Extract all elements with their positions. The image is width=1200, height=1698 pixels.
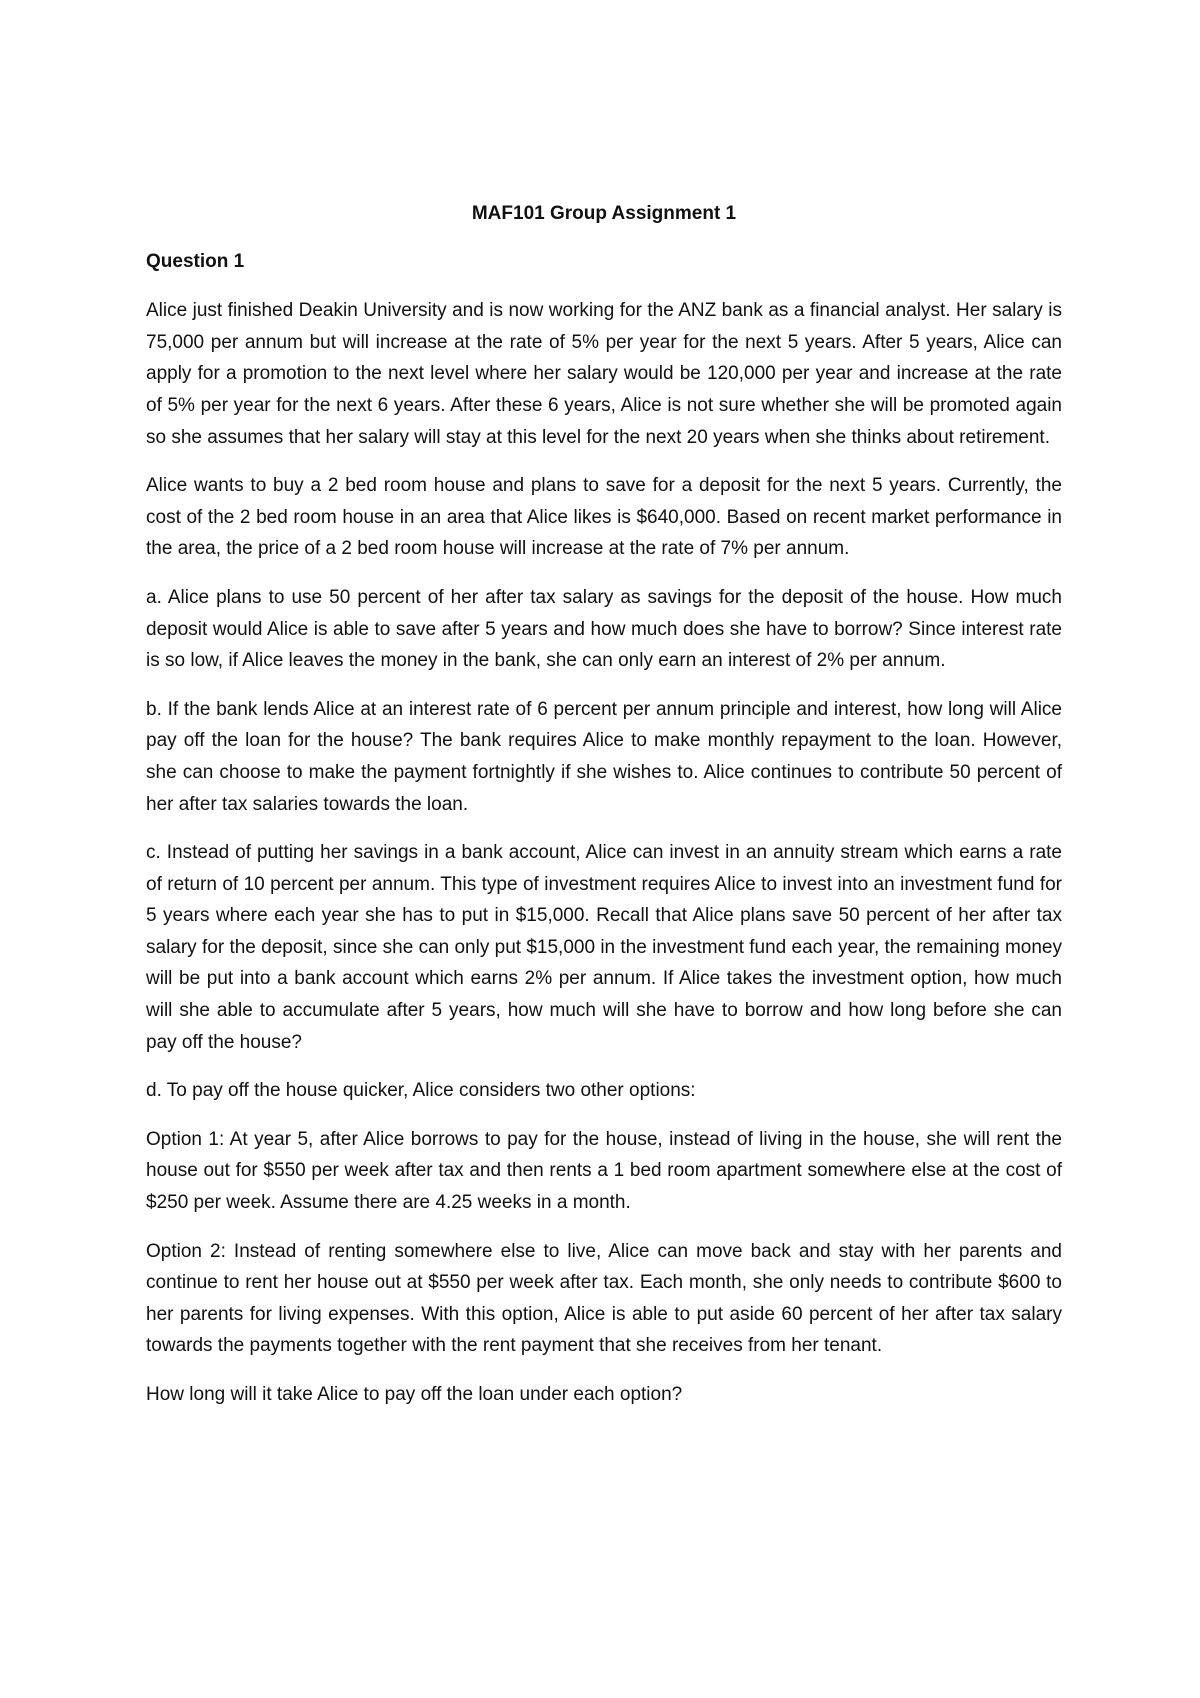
question-heading: Question 1 — [146, 250, 245, 272]
option-2-paragraph: Option 2: Instead of renting somewhere else to live, Alice can move back and stay with her parents and continue to rent her house out at $550 per week after tax. Each month, she only needs to contribute $600 to her parents for living expenses. With this option, Alice is able to put aside 60 percent of her after tax salary towards the payments together with the rent payment that she receives from her tenant. — [146, 1240, 1062, 1357]
option-1-paragraph: Option 1: At year 5, after Alice borrows to pay for the house, instead of living in the house, she will rent the house out for $550 per week after tax and then rents a 1 bed room apartment somewhere else at the cost of $250 per week. Assume there are 4.25 weeks in a month. — [146, 1128, 1062, 1214]
house-paragraph: Alice wants to buy a 2 bed room house and plans to save for a deposit for the next 5 years. Currently, the cost of the 2 bed room house in an area that Alice likes is $640,000. Based on recent market performance in the area, the price of a 2 bed room house will increase at the rate of 7% per annum. — [146, 475, 1062, 560]
part-a-paragraph: a. Alice plans to use 50 percent of her after tax salary as savings for the deposit of the house. How much deposit would Alice is able to save after 5 years and how much does she have to borrow? Since interest rate is so low, if Alice leaves the money in the bank, she can only earn an interest of 2% per annum. — [146, 586, 1062, 672]
part-b-paragraph: b. If the bank lends Alice at an interest rate of 6 percent per annum principle and interest, how long will Alice pay off the loan for the house? The bank requires Alice to make monthly repayment to the loan. However, she can choose to make the payment fortnightly if she wishes to. Alice continues to contribute 50 percent of her after tax salaries towards the loan. — [146, 698, 1062, 815]
document-page — [146, 198, 1062, 1428]
document-title: MAF101 Group Assignment 1 — [471, 203, 737, 224]
part-d-paragraph: d. To pay off the house quicker, Alice considers two other options: — [146, 1080, 696, 1102]
intro-paragraph: Alice just finished Deakin University and is now working for the ANZ bank as a financial analyst. Her salary is 75,000 per annum but will increase at the rate of 5% per year for the next 5 years. After 5 years, Alice can apply for a promotion to the next level where her salary would be 120,000 per year and increase at the rate of 5% per year for the next 6 years. After these 6 years, Alice is not sure whether she will be promoted again so she assumes that her salary will stay at this level for the next 20 years when she thinks about retirement. — [146, 300, 1062, 448]
part-c-paragraph: c. Instead of putting her savings in a bank account, Alice can invest in an annuity stream which earns a rate of return of 10 percent per annum. This type of investment requires Alice to invest into an investment fund for 5 years where each year she has to put in $15,000. Recall that Alice plans save 50 percent of her after tax salary for the deposit, since she can only put $15,000 in the investment fund each year, the remaining money will be put into a bank account which earns 2% per annum. If Alice takes the investment option, how much will she able to accumulate after 5 years, how much will she have to borrow and how long before she can pay off the house? — [146, 842, 1062, 1053]
final-question-paragraph: How long will it take Alice to pay off the loan under each option? — [146, 1384, 683, 1405]
